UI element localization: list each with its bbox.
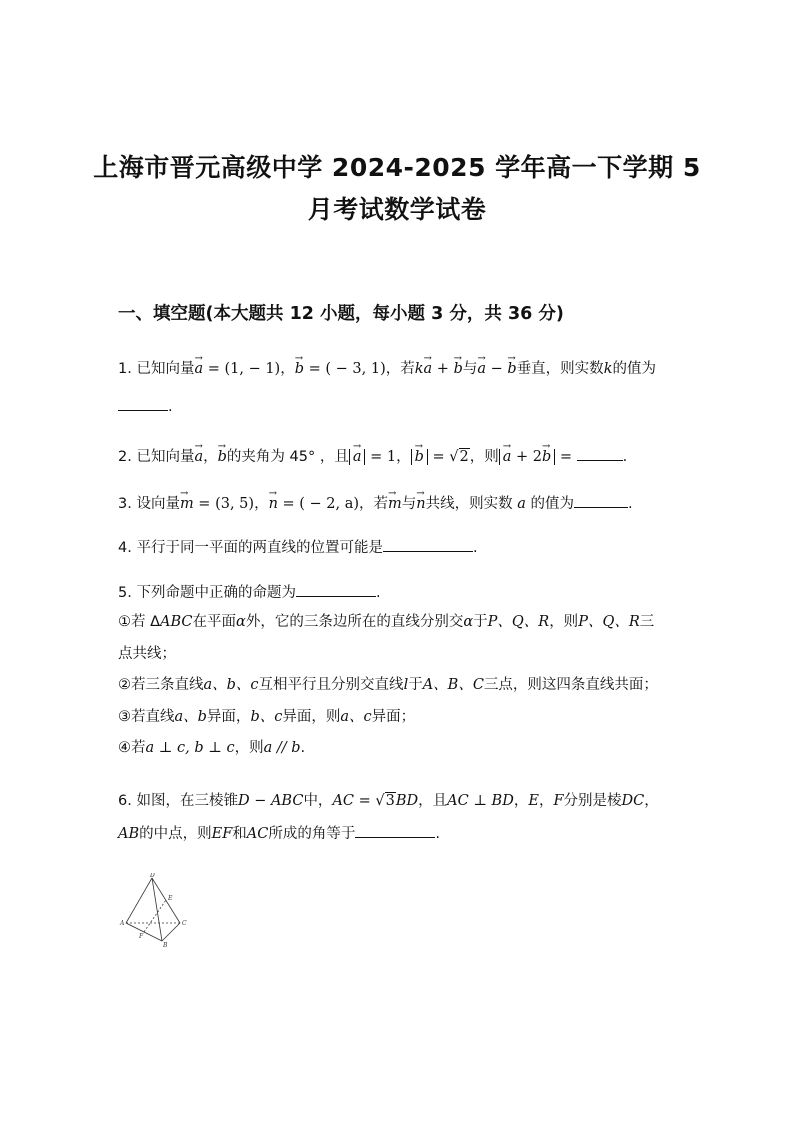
vector-a: → a	[353, 449, 362, 465]
label-A: A	[120, 920, 125, 927]
q5-o3-math: a、b	[174, 709, 207, 725]
q5-option-1	[118, 611, 688, 633]
q2-text: ，则	[469, 449, 499, 465]
vector-m: → m	[180, 493, 194, 515]
label-F: F	[139, 933, 144, 940]
q5-option-2	[118, 674, 688, 696]
vector-n: → n	[416, 493, 425, 515]
q5-text: 5. 下列命题中正确的命题为	[118, 585, 296, 601]
q6-math: AC	[246, 826, 269, 842]
doc-title-line2: 月考试数学试卷	[307, 195, 487, 224]
sqrt-radicand: 2	[459, 449, 469, 465]
q5-o1-text: 外，它的三条边所在的直线分别交	[245, 614, 464, 630]
label-D: D	[150, 873, 155, 879]
q5-o1-text: 在平面	[192, 614, 237, 630]
answer-blank[interactable]	[355, 823, 435, 838]
q5-o4-math: a ⊥ c, b ⊥ c	[145, 740, 235, 756]
q5-o4-math: a // b	[263, 740, 301, 756]
q5-option-4	[118, 737, 688, 759]
q1-var-k: k	[414, 361, 424, 377]
q5-o2-math: A、B、C	[422, 677, 484, 693]
question-3	[118, 493, 688, 515]
q3-sep: ，	[254, 496, 269, 512]
q6-text: 分别是棱	[563, 793, 622, 809]
sqrt-2: √2	[449, 449, 469, 465]
q5-o1-math: α	[236, 614, 246, 630]
q5-end: .	[375, 585, 381, 601]
q5-o2-math: a、b、c	[203, 677, 259, 693]
q5-o2-text: ②若三条直线	[118, 677, 204, 693]
q6-text: ，且	[418, 793, 448, 809]
q6-math: E	[528, 793, 539, 809]
q6-end: .	[435, 826, 440, 842]
sqrt-3: √3	[375, 793, 395, 809]
q5-o3-math: b、c	[250, 709, 283, 725]
q6-math: AB	[118, 826, 140, 842]
edge-BC	[162, 923, 180, 941]
label-B: B	[163, 942, 168, 948]
q1-text: 与	[462, 361, 478, 377]
vector-b: → b	[542, 449, 551, 465]
pyramid-figure	[118, 873, 190, 948]
q5-o3-text: 异面；	[371, 709, 416, 725]
answer-blank[interactable]	[577, 446, 623, 461]
q5-o2-text: 互相平行且分别交直线	[258, 677, 404, 693]
q2-op: + 2	[511, 449, 542, 465]
q5-o4-text: ④若	[118, 740, 146, 756]
vector-b: → b	[218, 446, 227, 468]
q1-text: 的值为	[612, 361, 656, 377]
answer-blank[interactable]	[574, 493, 628, 508]
q5-o1-math: α	[463, 614, 474, 630]
q6-math: BD	[395, 793, 419, 809]
question-1-answer-line	[118, 396, 688, 418]
q1-op: −	[486, 361, 508, 377]
q1-op: +	[432, 361, 454, 377]
q3-text: ，若	[359, 496, 389, 512]
q5-o1-math: ABC	[160, 614, 193, 630]
q3-text: 3. 设向量	[118, 496, 180, 512]
doc-title-line1: 上海市晋元高级中学 2024-2025 学年高一下学期 5	[93, 153, 701, 182]
vector-a: → a	[194, 446, 203, 468]
answer-blank[interactable]	[296, 582, 376, 597]
section-heading-fill-in: 一、填空题(本大题共 12 小题，每小题 3 分，共 36 分)	[118, 304, 564, 324]
q6-math: DC	[621, 793, 645, 809]
q3-text: 共线，则实数	[425, 496, 518, 512]
edge-DC	[152, 878, 180, 923]
q2-sep: ，	[396, 449, 411, 465]
q3-expr: = (3, 5)	[193, 496, 255, 512]
q1-var-k: k	[603, 361, 613, 377]
q3-text: 的值为	[525, 496, 575, 512]
q6-text: ，	[538, 793, 554, 809]
q5-o3-text: ③若直线	[118, 709, 175, 725]
q4-text: 4. 平行于同一平面的两直线的位置可能是	[118, 540, 383, 556]
q5-o4-text: .	[300, 740, 306, 756]
q6-text: 中，	[303, 793, 333, 809]
q3-expr: = ( − 2, a)	[277, 496, 360, 512]
q6-math: AC =	[332, 793, 376, 809]
question-5	[118, 582, 688, 604]
q6-math: EF	[211, 826, 233, 842]
answer-blank[interactable]	[383, 537, 473, 552]
q1-sep: ，	[280, 361, 295, 377]
label-C: C	[182, 920, 187, 927]
edge-DA	[126, 878, 152, 923]
q5-o1-math: P、Q、R	[578, 614, 640, 630]
q6-text: 6. 如图，在三棱锥	[118, 793, 238, 809]
q6-text: 所成的角等于	[268, 826, 356, 842]
q5-o3-text: 异面，	[206, 709, 251, 725]
abs-b	[411, 449, 428, 465]
vector-b: → b	[295, 358, 304, 380]
q3-text: 与	[401, 496, 417, 512]
q3-end: .	[628, 496, 633, 512]
q6-text: 和	[232, 826, 247, 842]
q5-o1-math: P、Q、R	[487, 614, 550, 630]
q5-o4-text: ，则	[234, 740, 264, 756]
vector-b: → b	[507, 358, 516, 380]
q2-end: .	[622, 449, 628, 465]
q5-option-1-cont	[118, 643, 688, 665]
question-6-cont	[118, 823, 688, 845]
q5-o1-text: ，则	[549, 614, 579, 630]
q2-expr: = 1	[365, 449, 397, 465]
question-2	[118, 446, 688, 468]
question-6	[118, 790, 688, 812]
label-E: E	[168, 895, 173, 902]
vector-a: → a	[477, 358, 486, 380]
vector-n: → n	[269, 493, 278, 515]
q6-math: F	[553, 793, 564, 809]
vector-b: → b	[415, 449, 424, 465]
q1-expr: = ( − 3, 1)	[304, 361, 386, 377]
q5-o1-text: 三	[639, 614, 655, 630]
abs-a-plus-2b	[499, 449, 556, 465]
segment-EF	[144, 900, 166, 932]
q6-math: AC ⊥ BD	[447, 793, 514, 809]
vector-a: → a	[503, 449, 512, 465]
q1-text: ，若	[385, 361, 415, 377]
q5-option-3	[118, 706, 688, 728]
question-4	[118, 537, 688, 559]
q5-o2-text: 三点，则这四条直线共面；	[483, 677, 658, 693]
q1-text: 垂直，则实数	[516, 361, 604, 377]
vector-a: → a	[194, 358, 203, 380]
q1-expr: = (1, − 1)	[203, 361, 281, 377]
q2-expr: =	[427, 449, 450, 465]
q1-text: 1. 已知向量	[118, 361, 195, 377]
q5-o1-text: 点共线；	[118, 646, 176, 662]
q6-text: ，	[513, 793, 529, 809]
question-1	[118, 358, 688, 380]
q2-text: 的夹角为 45° ，且	[226, 449, 349, 465]
vector-b: → b	[454, 358, 463, 380]
q5-o2-text: 于	[408, 677, 423, 693]
q4-end: .	[472, 540, 478, 556]
q6-text: ，	[644, 793, 659, 809]
q5-o3-math: a、c	[340, 709, 372, 725]
q5-o2-math: l	[403, 677, 409, 693]
q5-o1-text: 于	[473, 614, 488, 630]
vector-a: → a	[424, 358, 433, 380]
vector-m: → m	[388, 493, 402, 515]
q6-math: D − ABC	[237, 793, 304, 809]
sqrt-radicand: 3	[385, 793, 395, 809]
q2-text: 2. 已知向量	[118, 449, 195, 465]
abs-a	[349, 449, 366, 465]
q3-var-a: a	[517, 496, 526, 512]
q5-o3-text: 异面，则	[282, 709, 341, 725]
q1-end: .	[168, 399, 173, 415]
q2-expr: =	[555, 449, 577, 465]
edge-DB	[152, 878, 162, 941]
q2-sep: ，	[203, 449, 218, 465]
q6-text: 的中点，则	[139, 826, 212, 842]
q5-o1-text: ①若 Δ	[118, 614, 161, 630]
answer-blank[interactable]	[118, 396, 168, 411]
